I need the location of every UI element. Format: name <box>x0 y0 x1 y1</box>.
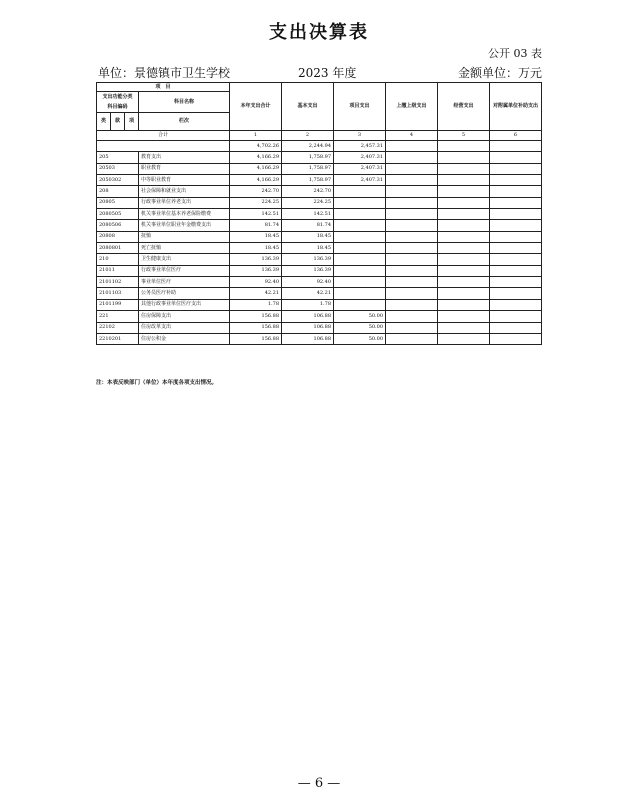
amount-unit-label: 金额单位：万元 <box>457 66 542 80</box>
subject-name-cell: 行政事业单位医疗 <box>139 265 230 276</box>
value-cell <box>386 220 438 231</box>
value-cell <box>334 299 386 310</box>
header-col-4: 上缴上级支出 <box>386 83 438 131</box>
value-cell: 136.39 <box>230 265 282 276</box>
value-cell: 2,407.31 <box>334 175 386 186</box>
header-lanci: 栏次 <box>139 113 230 131</box>
subject-code-cell: 20805 <box>97 197 139 208</box>
subject-name-cell: 机关事业单位职业年金缴费支出 <box>139 220 230 231</box>
table-row <box>97 299 542 310</box>
value-cell <box>490 277 542 288</box>
value-cell: 106.88 <box>282 322 334 333</box>
value-cell: 18.45 <box>230 243 282 254</box>
subject-code-cell: 2080505 <box>97 209 139 220</box>
col-num-4: 4 <box>386 131 438 141</box>
year-label: 2023 年度 <box>298 66 357 80</box>
value-cell: 92.40 <box>230 277 282 288</box>
value-cell <box>334 209 386 220</box>
value-cell <box>438 186 490 197</box>
value-cell <box>386 152 438 163</box>
subject-code-cell: 208 <box>97 186 139 197</box>
value-cell: 18.45 <box>230 231 282 242</box>
total-cell: 2,457.31 <box>334 141 386 152</box>
subject-code-cell: 221 <box>97 311 139 322</box>
value-cell <box>334 197 386 208</box>
value-cell: 2,407.31 <box>334 163 386 174</box>
subject-code-cell: 2101103 <box>97 288 139 299</box>
value-cell: 1,758.97 <box>282 152 334 163</box>
value-cell <box>438 243 490 254</box>
subject-name-cell: 行政事业单位养老支出 <box>139 197 230 208</box>
value-cell: 242.70 <box>282 186 334 197</box>
value-cell: 242.70 <box>230 186 282 197</box>
value-cell: 224.25 <box>282 197 334 208</box>
value-cell: 1.78 <box>282 299 334 310</box>
subject-name-cell: 住房改革支出 <box>139 322 230 333</box>
value-cell <box>438 322 490 333</box>
table-row <box>97 277 542 288</box>
value-cell <box>438 265 490 276</box>
value-cell <box>490 175 542 186</box>
subject-code-cell: 210 <box>97 254 139 265</box>
subject-name-cell: 卫生健康支出 <box>139 254 230 265</box>
value-cell: 142.51 <box>230 209 282 220</box>
col-num-3: 3 <box>334 131 386 141</box>
table-row <box>97 311 542 322</box>
value-cell: 50.00 <box>334 333 386 344</box>
value-cell <box>490 186 542 197</box>
subject-name-cell: 住房公积金 <box>139 333 230 344</box>
value-cell <box>438 254 490 265</box>
value-cell <box>438 163 490 174</box>
value-cell <box>386 163 438 174</box>
header-lei: 类 <box>97 113 111 131</box>
value-cell: 1,758.97 <box>282 163 334 174</box>
total-cell <box>438 141 490 152</box>
col-num-1: 1 <box>230 131 282 141</box>
subject-name-cell: 社会保障和就业支出 <box>139 186 230 197</box>
value-cell <box>490 231 542 242</box>
value-cell <box>438 209 490 220</box>
total-cell: 4,702.26 <box>230 141 282 152</box>
value-cell <box>386 175 438 186</box>
value-cell <box>490 288 542 299</box>
value-cell <box>438 277 490 288</box>
subject-name-cell: 抚恤 <box>139 231 230 242</box>
subject-code-cell: 2101199 <box>97 299 139 310</box>
header-col-2: 基本支出 <box>282 83 334 131</box>
value-cell: 1,758.97 <box>282 175 334 186</box>
subject-name-cell: 公务员医疗补助 <box>139 288 230 299</box>
table-row <box>97 197 542 208</box>
subject-code-cell: 22102 <box>97 322 139 333</box>
value-cell <box>438 311 490 322</box>
header-func-class-label: 支出功能分类 <box>102 94 133 100</box>
value-cell <box>386 254 438 265</box>
value-cell <box>438 288 490 299</box>
value-cell: 4,166.29 <box>230 175 282 186</box>
value-cell <box>386 288 438 299</box>
value-cell: 136.39 <box>282 254 334 265</box>
value-cell <box>386 243 438 254</box>
value-cell <box>490 254 542 265</box>
expenditure-table <box>96 82 542 345</box>
total-label: 合计 <box>97 131 230 141</box>
table-row <box>97 265 542 276</box>
value-cell: 18.45 <box>282 231 334 242</box>
table-row <box>97 243 542 254</box>
value-cell <box>490 322 542 333</box>
value-cell: 136.39 <box>282 265 334 276</box>
value-cell <box>386 277 438 288</box>
table-row <box>97 209 542 220</box>
value-cell <box>490 311 542 322</box>
value-cell <box>334 277 386 288</box>
header-col-6: 对附属单位补助支出 <box>490 83 542 131</box>
unit-label: 单位：景德镇市卫生学校 <box>98 66 231 80</box>
value-cell <box>438 152 490 163</box>
value-cell: 4,166.29 <box>230 163 282 174</box>
value-cell <box>334 220 386 231</box>
header-subject-code: 科目编码 <box>107 104 128 110</box>
value-cell <box>334 231 386 242</box>
value-cell: 50.00 <box>334 311 386 322</box>
value-cell: 18.45 <box>282 243 334 254</box>
value-cell: 142.51 <box>282 209 334 220</box>
value-cell <box>490 220 542 231</box>
value-cell: 42.21 <box>282 288 334 299</box>
value-cell <box>490 152 542 163</box>
header-col-3: 项目支出 <box>334 83 386 131</box>
table-note: 注：本表反映部门（单位）本年度各项支出情况。 <box>96 380 218 386</box>
value-cell: 1.78 <box>230 299 282 310</box>
value-cell: 156.88 <box>230 333 282 344</box>
value-cell: 2,407.31 <box>334 152 386 163</box>
table-row <box>97 163 542 174</box>
subject-name-cell: 死亡抚恤 <box>139 243 230 254</box>
table-row <box>97 220 542 231</box>
value-cell <box>438 220 490 231</box>
value-cell: 92.40 <box>282 277 334 288</box>
header-item: 项 目 <box>97 83 230 92</box>
value-cell <box>386 209 438 220</box>
value-cell: 224.25 <box>230 197 282 208</box>
total-cell: 2,244.94 <box>282 141 334 152</box>
value-cell <box>490 333 542 344</box>
value-cell: 136.39 <box>230 254 282 265</box>
value-cell: 156.88 <box>230 311 282 322</box>
subject-code-cell: 2101102 <box>97 277 139 288</box>
value-cell <box>334 265 386 276</box>
table-row <box>97 254 542 265</box>
value-cell <box>490 209 542 220</box>
value-cell: 42.21 <box>230 288 282 299</box>
table-row <box>97 186 542 197</box>
page-number: — 6 — <box>297 776 341 791</box>
value-cell <box>490 243 542 254</box>
total-row <box>97 141 542 152</box>
subject-code-cell: 20503 <box>97 163 139 174</box>
value-cell <box>438 231 490 242</box>
value-cell <box>386 311 438 322</box>
value-cell <box>490 299 542 310</box>
value-cell <box>386 322 438 333</box>
value-cell: 81.74 <box>230 220 282 231</box>
header-func-class <box>97 92 139 113</box>
value-cell: 50.00 <box>334 322 386 333</box>
table-row <box>97 231 542 242</box>
subject-code-cell: 2050302 <box>97 175 139 186</box>
page-title: 支出决算表 <box>269 22 369 43</box>
value-cell <box>386 186 438 197</box>
value-cell: 81.74 <box>282 220 334 231</box>
value-cell <box>386 265 438 276</box>
form-number: 公开 03 表 <box>488 47 542 60</box>
value-cell: 106.88 <box>282 311 334 322</box>
header-col-1: 本年支出合计 <box>230 83 282 131</box>
value-cell <box>334 288 386 299</box>
subject-code-cell: 2080801 <box>97 243 139 254</box>
subject-name-cell: 住房保障支出 <box>139 311 230 322</box>
subject-name-cell: 事业单位医疗 <box>139 277 230 288</box>
value-cell <box>334 243 386 254</box>
header-col-5: 经营支出 <box>438 83 490 131</box>
col-num-5: 5 <box>438 131 490 141</box>
value-cell <box>438 333 490 344</box>
subject-code-cell: 2210201 <box>97 333 139 344</box>
header-xiang: 项 <box>125 113 139 131</box>
subject-name-cell: 中等职业教育 <box>139 175 230 186</box>
value-cell: 4,166.29 <box>230 152 282 163</box>
subject-code-cell: 20808 <box>97 231 139 242</box>
header-kuan: 款 <box>111 113 125 131</box>
table-row <box>97 288 542 299</box>
value-cell <box>386 299 438 310</box>
value-cell <box>438 299 490 310</box>
subject-name-cell: 其他行政事业单位医疗支出 <box>139 299 230 310</box>
total-row-label <box>97 141 230 152</box>
value-cell <box>386 333 438 344</box>
value-cell: 156.88 <box>230 322 282 333</box>
value-cell <box>490 197 542 208</box>
subject-code-cell: 205 <box>97 152 139 163</box>
subject-code-cell: 21011 <box>97 265 139 276</box>
value-cell <box>490 163 542 174</box>
value-cell <box>334 254 386 265</box>
table-row <box>97 322 542 333</box>
value-cell <box>386 231 438 242</box>
total-cell <box>386 141 438 152</box>
total-cell <box>490 141 542 152</box>
value-cell <box>334 186 386 197</box>
subject-code-cell: 2080506 <box>97 220 139 231</box>
meta-row <box>98 64 542 80</box>
value-cell <box>386 197 438 208</box>
col-num-6: 6 <box>490 131 542 141</box>
value-cell <box>490 265 542 276</box>
table-row <box>97 333 542 344</box>
subject-name-cell: 职业教育 <box>139 163 230 174</box>
table-row <box>97 175 542 186</box>
value-cell: 106.88 <box>282 333 334 344</box>
col-num-2: 2 <box>282 131 334 141</box>
subject-name-cell: 教育支出 <box>139 152 230 163</box>
header-subject-name: 科目名称 <box>139 92 230 113</box>
value-cell <box>438 175 490 186</box>
table-row <box>97 152 542 163</box>
subject-name-cell: 机关事业单位基本养老保险缴费 <box>139 209 230 220</box>
value-cell <box>438 197 490 208</box>
